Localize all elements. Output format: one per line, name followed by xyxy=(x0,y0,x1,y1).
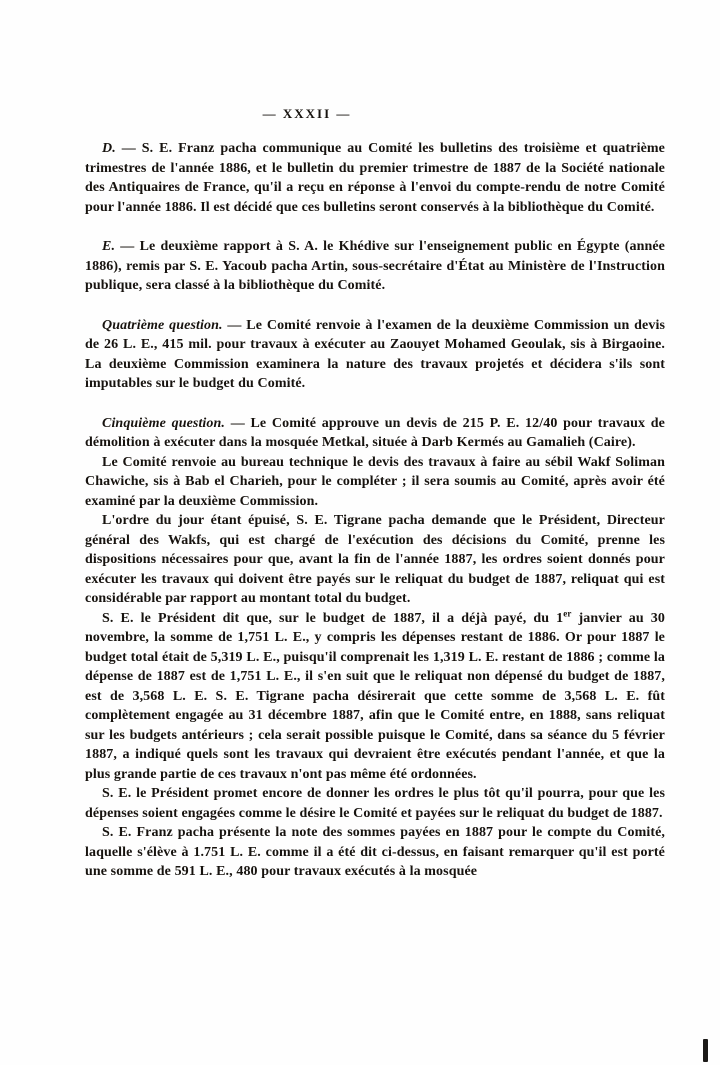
paragraph-president-promesse xyxy=(85,784,665,823)
scan-artifact-mark xyxy=(703,1039,708,1062)
paragraph-sebil-wakf xyxy=(85,453,665,512)
paragraph-cinquieme-question xyxy=(85,414,665,453)
paragraph-d xyxy=(85,139,665,217)
paragraph-text: — Le Comité renvoie à l'examen de la deuxième Commission un devis de 26 L. E., 415 mil. pour travaux à exécuter au Zaouyet Mohamed Geoulak, sis à Birgaoine. La deuxième Commission examinera la nature des travaux projetés et décidera s'ils sont imputables sur le budget du Comité. xyxy=(85,317,666,391)
paragraph-franz-note xyxy=(85,823,665,882)
paragraph-text: — S. E. Franz pacha communique au Comité les bulletins des troisième et quatrième trimestres de l'année 1886, et le bulletin du premier trimestre de 1887 de la Société nationale des Antiquaires de France, qu'il a reçu en réponse à l'envoi du compte-rendu de notre Comité pour l'année 1886. Il est décidé que ces bulletins seront conservés à la bibliothèque du Comité. xyxy=(85,141,665,215)
paragraph-e xyxy=(85,237,665,296)
paragraph-lead: D. xyxy=(102,141,116,156)
paragraph-text: S. E. le Président dit que, sur le budget de 1887, il a déjà payé, du 1 xyxy=(102,610,564,626)
paragraph-lead: Cinquième question. xyxy=(102,415,226,431)
paragraph-president-budget xyxy=(85,609,665,785)
paragraph-text: S. E. le Président promet encore de donner les ordres le plus tôt qu'il pourra, pour que les dépenses soient engagées comme le désire le Comité et payées sur le reliquat du budget de 1887. xyxy=(85,786,665,821)
superscript-er: er xyxy=(563,607,572,618)
paragraph-lead: Quatrième question. xyxy=(102,317,223,333)
paragraph-text: Le Comité renvoie au bureau technique le devis des travaux à faire au sébil Wakf Soliman Chawiche, sis à Bab el Charieh, pour le compléter ; il sera soumis au Comité, après avoir été examiné par la deuxième Commission. xyxy=(85,454,665,509)
paragraph-quatrieme-question xyxy=(85,316,665,394)
paragraph-text: — Le Comité approuve un devis de 215 P. E. 12/40 pour travaux de démolition à exécuter dans la mosquée Metkal, située à Darb Kermés au Gamalieh (Caire). xyxy=(85,415,665,450)
paragraph-lead: E. xyxy=(102,239,116,254)
paragraph-text: — Le deuxième rapport à S. A. le Khédive sur l'enseignement public en Égypte (année 1886), remis par S. E. Yacoub pacha Artin, sous-secrétaire d'État au Ministère de l'Instruction publique, sera classé à la bibliothèque du Comité. xyxy=(85,239,665,293)
paragraph-ordre-du-jour xyxy=(85,511,665,609)
paragraph-text: L'ordre du jour étant épuisé, S. E. Tigrane pacha demande que le Président, Directeur général des Wakfs, qui est chargé de l'exécution des décisions du Comité, prenne les dispositions nécessaires pour que, avant la fin de l'année 1887, les ordres soient donnés pour exécuter les travaux qui doivent être payés sur le reliquat du budget de 1887, reliquat qui est considérable par rapport au montant total du budget. xyxy=(85,513,665,606)
page-body-text xyxy=(85,139,665,882)
paragraph-text: S. E. Franz pacha présente la note des sommes payées en 1887 pour le compte du Comité, laquelle s'élève à 1.751 L. E. comme il a été dit ci-dessus, en faisant remarquer qu'il est porté une somme de 591 L. E., 480 pour travaux exécutés à la mosquée xyxy=(85,825,665,879)
paragraph-text: janvier au 30 novembre, la somme de 1,751 L. E., y compris les dépenses restant de 1886. Or pour 1887 le budget total était de 5,319 L. E., puisqu'il comprenait les 1,319 L. E. restant de 1886 ; comme la dépense de 1887 est de 1,751 L. E., il s'en suit que le reliquat non dépensé du budget de 1887, est de 3,568 L. E. S. E. Tigrane pacha désirerait que cette somme de 3,568 L. E. fût complètement engagée au 31 décembre 1887, afin que le Comité entre, en 1888, sans reliquat sur les budgets antérieurs ; cela serait possible puisque le Comité, dans sa séance du 5 février 1887, a indiqué quels sont les travaux qui devraient être exécutés pendant l'année, et que la plus grande partie de ces travaux n'ont pas même été ordonnées. xyxy=(85,610,665,782)
page-number: — XXXII — xyxy=(262,106,352,121)
